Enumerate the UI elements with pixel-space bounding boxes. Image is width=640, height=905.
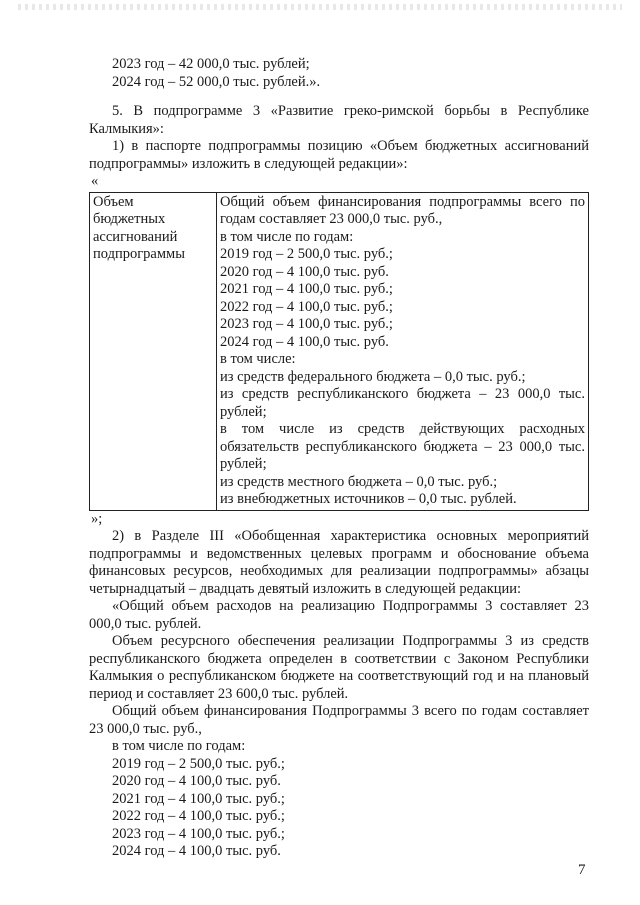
content-line: 2023 год – 4 100,0 тыс. руб.; (220, 316, 393, 332)
year-line: 2021 год – 4 100,0 тыс. руб.; (112, 790, 285, 807)
content-cell (217, 192, 589, 510)
content-line: 2024 год – 4 100,0 тыс. руб. (220, 333, 389, 350)
content-line: 2022 год – 4 100,0 тыс. руб.; (220, 298, 393, 315)
table-row (90, 192, 589, 510)
section-5-heading: 5. В подпрограмме 3 «Развитие греко-римской борьбы в Республике Калмыкия»: (89, 103, 589, 137)
close-quote: »; (91, 510, 103, 527)
page-number: 7 (578, 862, 586, 878)
content-line: из средств республиканского бюджета – 23 000,0 тыс. рублей; (220, 386, 585, 420)
content-line: 2019 год – 2 500,0 тыс. руб.; (220, 246, 393, 262)
label-line: Объем (93, 193, 134, 210)
content-line: в том числе из средств действующих расходных обязательств республиканского бюджета – 23 000,0 тыс. рублей; (220, 421, 585, 472)
intro-block (89, 56, 589, 91)
content-line: в том числе по годам: (220, 228, 354, 245)
content-line: из средств местного бюджета – 0,0 тыс. руб.; (220, 473, 498, 490)
year-line: 2020 год – 4 100,0 тыс. руб. (112, 773, 281, 789)
funding-paragraph: Общий объем финансирования Подпрограммы 3 всего по годам составляет 23 000,0 тыс. руб., (89, 703, 589, 737)
year-line: 2019 год – 2 500,0 тыс. руб.; (112, 755, 285, 772)
scan-artifact-top (18, 4, 622, 10)
label-line: ассигнований (93, 228, 178, 245)
year-line: 2023 год – 4 100,0 тыс. руб.; (112, 825, 285, 842)
content-line: Общий объем финансирования подпрограммы всего по годам составляет 23 000,0 тыс. руб., (220, 193, 585, 227)
open-quote: « (91, 173, 99, 189)
label-line: подпрограммы (93, 246, 185, 262)
resource-paragraph: Объем ресурсного обеспечения реализации Подпрограммы 3 из средств республиканского бюджета определен в соответствии с Законом Республики Калмыкия о республиканском бюджете на соответствующий год и на плановый период и составляет 23 600,0 тыс. рублей. (89, 633, 589, 702)
content-line: 2021 год – 4 100,0 тыс. руб.; (220, 281, 393, 297)
years-intro: в том числе по годам: (112, 738, 246, 754)
intro-line: 2024 год – 52 000,0 тыс. рублей.». (112, 73, 321, 90)
item-1-paragraph: 1) в паспорте подпрограммы позицию «Объем бюджетных ассигнований подпрограммы» изложить в следующей редакции»: (89, 138, 589, 172)
item-2-paragraph: 2) в Разделе III «Обобщенная характеристика основных мероприятий подпрограммы и ведомственных целевых программ и обоснование объема финансовых ресурсов, необходимых для реализации подпрограммы» абзацы четырнадцатый – двадцать девятый изложить в следующей редакции: (89, 528, 589, 597)
content-line: из средств федерального бюджета – 0,0 тыс. руб.; (220, 368, 526, 385)
label-line: бюджетных (93, 211, 166, 227)
intro-line: 2023 год – 42 000,0 тыс. рублей; (112, 56, 310, 72)
budget-table (89, 192, 589, 511)
document-page (89, 56, 589, 861)
content-line: в том числе: (220, 351, 296, 367)
year-line: 2024 год – 4 100,0 тыс. руб. (112, 843, 281, 859)
content-line: 2020 год – 4 100,0 тыс. руб. (220, 263, 389, 280)
label-cell (90, 192, 217, 510)
year-line: 2022 год – 4 100,0 тыс. руб.; (112, 808, 285, 824)
years-list (89, 756, 589, 861)
total-paragraph: «Общий объем расходов на реализацию Подпрограммы 3 составляет 23 000,0 тыс. рублей. (89, 598, 589, 632)
content-line: из внебюджетных источников – 0,0 тыс. рублей. (220, 491, 517, 507)
